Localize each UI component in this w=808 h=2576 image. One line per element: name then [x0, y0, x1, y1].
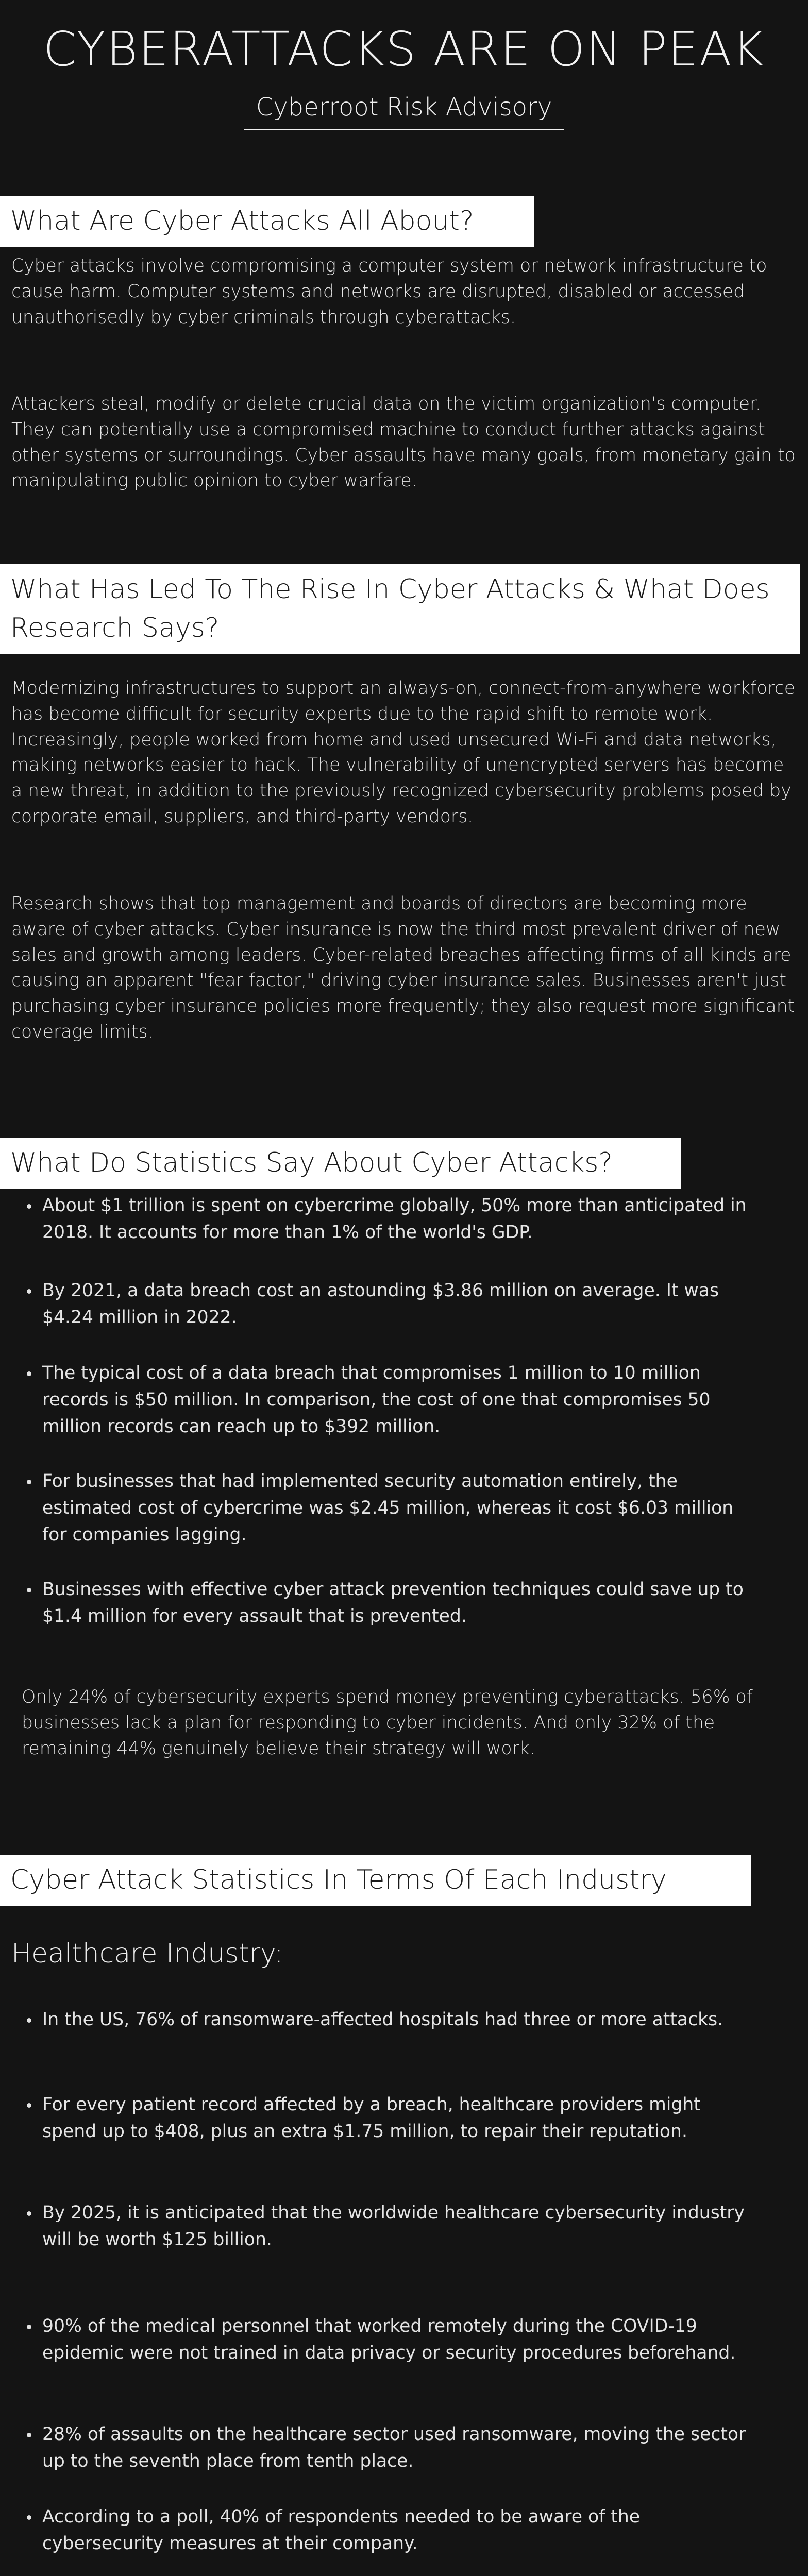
- list-item: 28% of assaults on the healthcare sector used ransomware, moving the sector up to the seventh place from tenth place.: [27, 2421, 748, 2475]
- list-item: By 2025, it is anticipated that the worldwide healthcare cybersecurity industry will be worth $125 billion.: [27, 2200, 748, 2253]
- list-item: 90% of the medical personnel that worked remotely during the COVID-19 epidemic were not trained in data privacy or security procedures beforehand.: [27, 2313, 748, 2367]
- list-item: For every patient record affected by a breach, healthcare providers might spend up to $408, plus an extra $1.75 million, to repair their reputation.: [27, 2092, 748, 2145]
- list-item: By 2021, a data breach cost an astounding $3.86 million on average. It was $4.24 million in 2022.: [27, 1278, 748, 1331]
- list-item: In the US, 76% of ransomware-affected hospitals had three or more attacks.: [27, 2007, 748, 2033]
- section1-paragraph-1: Cyber attacks involve compromising a computer system or network infrastructure to cause harm. Computer systems and networks are disrupted, disabled or accessed unauthorisedly by cyber criminals through cyberattacks.: [11, 256, 767, 328]
- list-item: According to a poll, 40% of respondents needed to be aware of the cybersecurity measures at their company.: [27, 2504, 748, 2557]
- page-subtitle: Cyberroot Risk Advisory: [244, 93, 565, 130]
- section-heading-rise-of-attacks: What Has Led To The Rise In Cyber Attacks & What Does Research Says?: [0, 564, 800, 654]
- statistics-closing-paragraph: Only 24% of cybersecurity experts spend money preventing cyberattacks. 56% of businesses lack a plan for responding to cyber incidents. And only 32% of the remaining 44% genuinely believe their strategy will work.: [22, 1687, 753, 1759]
- section1-paragraph-2: Attackers steal, modify or delete crucial data on the victim organization's computer. They can potentially use a compromised machine to conduct further attacks against other systems or surroundings. Cyber assaults have many goals, from monetary gain to manipulating public opinion to cyber warfare.: [11, 394, 796, 492]
- subtitle-wrap: [0, 93, 808, 130]
- list-item: For businesses that had implemented security automation entirely, the estimated cost of cybercrime was $2.45 million, whereas it cost $6.03 million for companies lagging.: [27, 1468, 748, 1549]
- list-item: About $1 trillion is spent on cybercrime globally, 50% more than anticipated in 2018. It accounts for more than 1% of the world's GDP.: [27, 1193, 748, 1246]
- section-heading-industry-stats: Cyber Attack Statistics In Terms Of Each Industry: [0, 1855, 751, 1906]
- page-title: CYBERATTACKS ARE ON PEAK: [43, 22, 765, 77]
- list-item: The typical cost of a data breach that compromises 1 million to 10 million records is $50 million. In comparison, the cost of one that compromises 50 million records can reach up to $392 million.: [27, 1360, 748, 1440]
- section2-paragraph-2: Research shows that top management and boards of directors are becoming more aware of cyber attacks. Cyber insurance is now the third most prevalent driver of new sales and growth among leaders. Cyber-related breaches affecting firms of all kinds are causing an apparent "fear factor," driving cyber insurance sales. Businesses aren't just purchasing cyber insurance policies more frequently; they also request more significant coverage limits.: [11, 893, 795, 1043]
- section-heading-cyber-attacks: What Are Cyber Attacks All About?: [0, 196, 534, 247]
- section-heading-statistics: What Do Statistics Say About Cyber Attacks?: [0, 1138, 681, 1189]
- healthcare-heading: Healthcare Industry:: [11, 1938, 283, 1969]
- section2-paragraph-1: Modernizing infrastructures to support an always-on, connect-from-anywhere workforce has become difficult for security experts due to the rapid shift to remote work. Increasingly, people worked from home and used unsecured Wi-Fi and data networks, making networks easier to hack. The vulnerability of unencrypted servers has become a new threat, in addition to the previously recognized cybersecurity problems posed by corporate email, suppliers, and third-party vendors.: [11, 678, 796, 827]
- list-item: Businesses with effective cyber attack prevention techniques could save up to $1.4 million for every assault that is prevented.: [27, 1577, 748, 1630]
